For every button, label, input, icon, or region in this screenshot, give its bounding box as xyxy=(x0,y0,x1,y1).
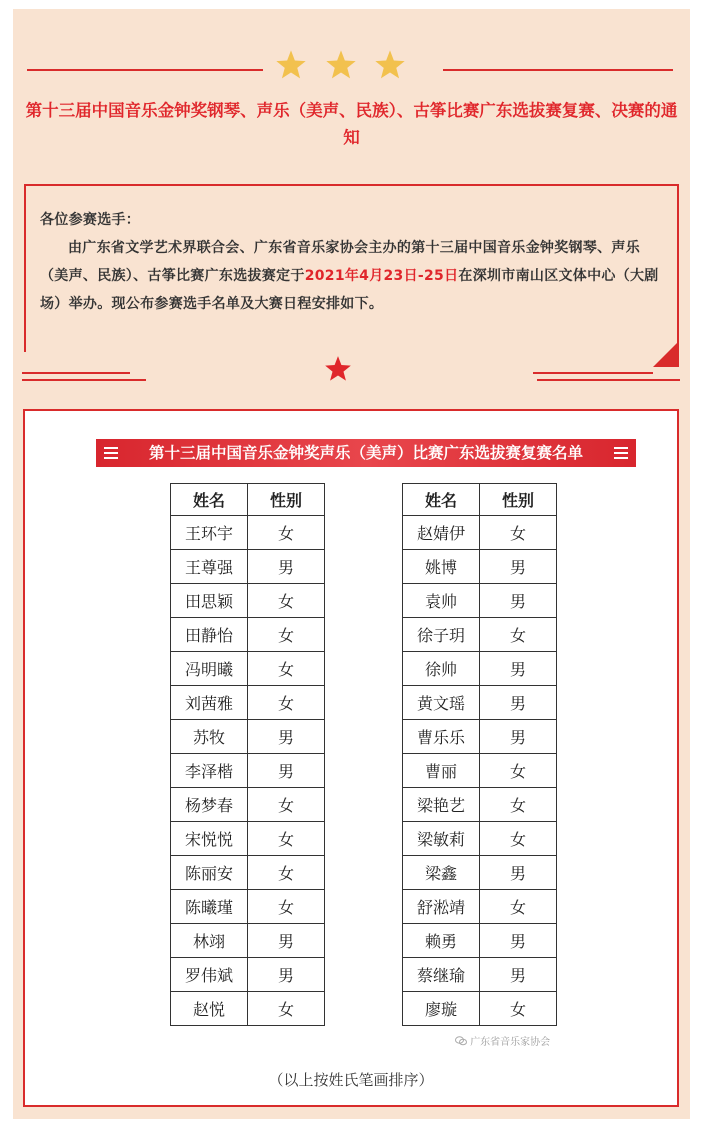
contestant-gender: 女 xyxy=(480,516,557,550)
contestant-gender: 女 xyxy=(248,822,325,856)
contestant-name: 徐帅 xyxy=(403,652,480,686)
table-row xyxy=(171,754,325,788)
red-star-icon xyxy=(324,355,352,383)
contestant-gender: 女 xyxy=(480,618,557,652)
contestant-gender: 女 xyxy=(248,890,325,924)
contestant-gender: 男 xyxy=(480,550,557,584)
contestant-name: 舒淞靖 xyxy=(403,890,480,924)
contestant-gender: 男 xyxy=(248,754,325,788)
chat-bubble-icon xyxy=(455,1036,467,1046)
contestant-name: 田思颖 xyxy=(171,584,248,618)
table-row xyxy=(171,652,325,686)
table-row xyxy=(403,516,557,550)
table-header-row xyxy=(171,484,325,516)
table-row xyxy=(403,550,557,584)
contestant-gender: 男 xyxy=(480,856,557,890)
header-line-left xyxy=(27,69,263,71)
contestant-name: 苏牧 xyxy=(171,720,248,754)
watermark-text: 广东省音乐家协会 xyxy=(470,1037,551,1048)
contestant-name: 王环宇 xyxy=(171,516,248,550)
header-name: 姓名 xyxy=(171,484,248,516)
contestant-gender: 男 xyxy=(480,924,557,958)
divider-line xyxy=(22,372,130,374)
notice-corner-decoration xyxy=(653,341,679,367)
list-box xyxy=(23,409,679,1107)
table-row xyxy=(171,618,325,652)
contestant-gender: 男 xyxy=(480,584,557,618)
table-row xyxy=(171,686,325,720)
contestant-name: 赖勇 xyxy=(403,924,480,958)
contestant-gender: 女 xyxy=(248,652,325,686)
contestant-gender: 女 xyxy=(248,686,325,720)
header-gender: 性别 xyxy=(480,484,557,516)
watermark xyxy=(455,1033,550,1048)
contestant-gender: 男 xyxy=(248,720,325,754)
contestant-name: 田静怡 xyxy=(171,618,248,652)
name-table-right xyxy=(402,483,557,1026)
table-row xyxy=(171,516,325,550)
contestant-name: 陈曦瑾 xyxy=(171,890,248,924)
contestant-gender: 男 xyxy=(480,720,557,754)
contestant-gender: 女 xyxy=(480,754,557,788)
table-row xyxy=(171,958,325,992)
table-row xyxy=(171,890,325,924)
table-row xyxy=(403,890,557,924)
contestant-gender: 女 xyxy=(480,992,557,1026)
contestant-gender: 女 xyxy=(248,516,325,550)
gold-star-icon xyxy=(275,49,307,81)
contestant-gender: 男 xyxy=(248,958,325,992)
footnote: （以上按姓氏笔画排序） xyxy=(268,1071,434,1089)
table-row xyxy=(403,924,557,958)
banner-decoration xyxy=(104,447,118,462)
contestant-name: 宋悦悦 xyxy=(171,822,248,856)
contestant-name: 王尊强 xyxy=(171,550,248,584)
table-row xyxy=(171,584,325,618)
table-row xyxy=(403,720,557,754)
table-row xyxy=(171,856,325,890)
table-row xyxy=(403,958,557,992)
contestant-name: 梁敏莉 xyxy=(403,822,480,856)
table-row xyxy=(403,822,557,856)
table-row xyxy=(403,788,557,822)
contestant-gender: 女 xyxy=(248,856,325,890)
name-table-left xyxy=(170,483,325,1026)
notice-body-after: 在深圳市南山区文体中心（大剧场）举办。现公布参赛选手名单及大赛日程安排如下。 xyxy=(40,268,659,312)
contestant-name: 黄文瑶 xyxy=(403,686,480,720)
table-row xyxy=(403,856,557,890)
contestant-gender: 女 xyxy=(248,788,325,822)
contestant-name: 袁帅 xyxy=(403,584,480,618)
page-title: 第十三届中国音乐金钟奖钢琴、声乐（美声、民族）、古筝比赛广东选拔赛复赛、决赛的通知 xyxy=(25,101,678,147)
contestant-name: 曹丽 xyxy=(403,754,480,788)
contestant-name: 姚博 xyxy=(403,550,480,584)
contestant-name: 蔡继瑜 xyxy=(403,958,480,992)
notice-body xyxy=(40,234,664,318)
contestant-name: 陈丽安 xyxy=(171,856,248,890)
contestant-gender: 女 xyxy=(480,890,557,924)
notice-page xyxy=(13,9,690,1119)
table-row xyxy=(171,788,325,822)
table-row xyxy=(403,686,557,720)
divider-line xyxy=(22,379,146,381)
contestant-gender: 男 xyxy=(480,686,557,720)
divider-line xyxy=(533,372,653,374)
table-row xyxy=(403,992,557,1026)
contestant-name: 赵悦 xyxy=(171,992,248,1026)
contestant-gender: 女 xyxy=(248,584,325,618)
contestant-gender: 女 xyxy=(480,822,557,856)
contestant-name: 冯明曦 xyxy=(171,652,248,686)
contestant-gender: 男 xyxy=(480,652,557,686)
gold-star-icon xyxy=(325,49,357,81)
table-row xyxy=(171,992,325,1026)
notice-text xyxy=(40,206,664,318)
header-gender: 性别 xyxy=(248,484,325,516)
salutation: 各位参赛选手： xyxy=(40,212,141,228)
event-date: 2021年4月23日-25日 xyxy=(304,268,459,284)
notice-body-before: 由广东省文学艺术界联合会、广东省音乐家协会主办的第十三届中国音乐金钟奖钢琴、声乐（美声、民族）、古筝比赛广东选拔赛定于 xyxy=(40,240,640,284)
contestant-name: 罗伟斌 xyxy=(171,958,248,992)
contestant-gender: 女 xyxy=(480,788,557,822)
notice-box xyxy=(24,184,679,352)
list-banner xyxy=(96,439,636,467)
contestant-name: 赵婧伊 xyxy=(403,516,480,550)
contestant-name: 梁鑫 xyxy=(403,856,480,890)
contestant-name: 廖璇 xyxy=(403,992,480,1026)
table-header-row xyxy=(403,484,557,516)
table-row xyxy=(403,618,557,652)
contestant-name: 曹乐乐 xyxy=(403,720,480,754)
contestant-name: 杨梦春 xyxy=(171,788,248,822)
gold-star-icon xyxy=(374,49,406,81)
contestant-gender: 男 xyxy=(480,958,557,992)
table-row xyxy=(403,754,557,788)
table-row xyxy=(171,550,325,584)
contestant-gender: 女 xyxy=(248,992,325,1026)
header-name: 姓名 xyxy=(403,484,480,516)
table-row xyxy=(171,822,325,856)
divider-line xyxy=(537,379,680,381)
contestant-name: 李泽楷 xyxy=(171,754,248,788)
banner-title: 第十三届中国音乐金钟奖声乐（美声）比赛广东选拔赛复赛名单 xyxy=(148,444,583,462)
header-line-right xyxy=(443,69,673,71)
table-row xyxy=(403,652,557,686)
banner-decoration xyxy=(614,447,628,462)
contestant-gender: 男 xyxy=(248,550,325,584)
contestant-gender: 女 xyxy=(248,618,325,652)
contestant-gender: 男 xyxy=(248,924,325,958)
table-row xyxy=(403,584,557,618)
contestant-name: 徐子玥 xyxy=(403,618,480,652)
table-row xyxy=(171,924,325,958)
contestant-name: 林翊 xyxy=(171,924,248,958)
contestant-name: 刘茜雅 xyxy=(171,686,248,720)
contestant-name: 梁艳艺 xyxy=(403,788,480,822)
table-row xyxy=(171,720,325,754)
